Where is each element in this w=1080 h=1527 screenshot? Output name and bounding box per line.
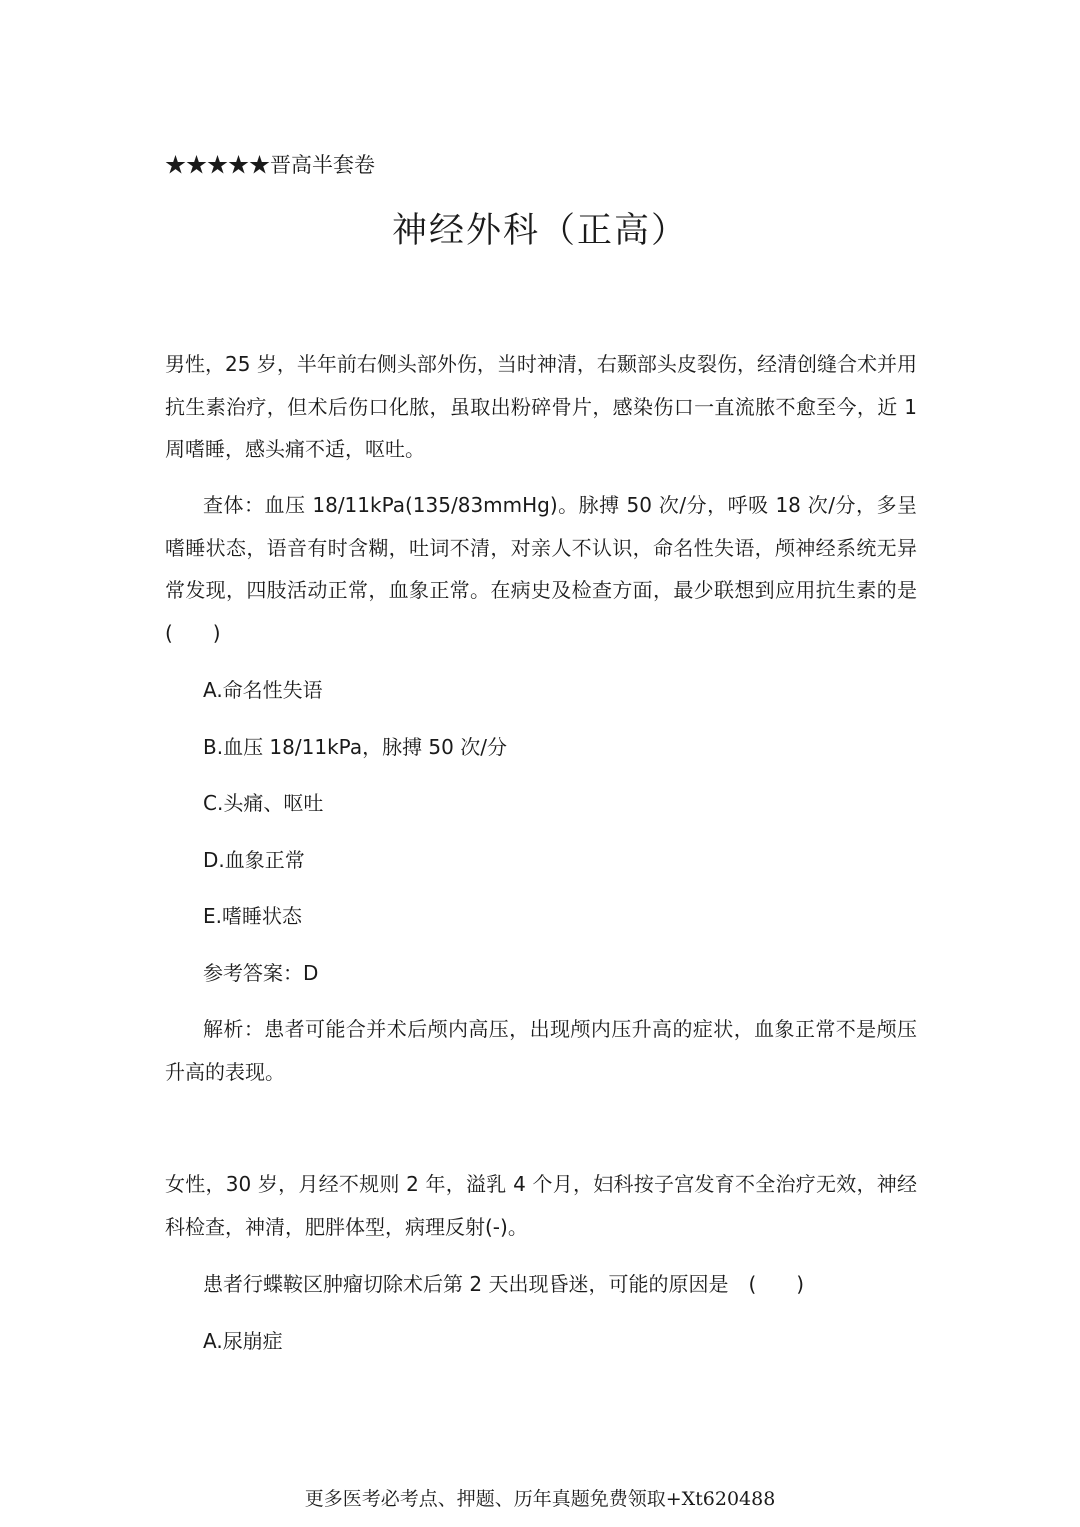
q2-stem-text: 患者行蝶鞍区肿瘤切除术后第 2 天出现昏迷，可能的原因是 ( ) (203, 1272, 805, 1296)
q2-case-text: 女性，30 岁，月经不规则 2 年，溢乳 4 个月，妇科按子宫发育不全治疗无效，神经科检查，神清，肥胖体型，病理反射(-)。 (165, 1172, 917, 1239)
q1-case-text: 男性，25 岁，半年前右侧头部外伤，当时神清，右颞部头皮裂伤，经清创缝合术并用抗生素治疗，但术后伤口化脓，虽取出粉碎骨片，感染伤口一直流脓不愈至今，近 1 周嗜睡，感头痛不适，呕吐。 (165, 352, 917, 461)
q1-option-b: B.血压 18/11kPa，脉搏 50 次/分 (203, 735, 507, 759)
exam-header: ★★★★★晋高半套卷 (165, 153, 375, 177)
q1-option-d: D.血象正常 (203, 848, 305, 872)
q1-option-e: E.嗜睡状态 (203, 904, 302, 928)
page-footer: 更多医考必考点、押题、历年真题免费领取+Xt620488 (304, 1488, 776, 1510)
q1-analysis: 解析：患者可能合并术后颅内高压，出现颅内压升高的症状，血象正常不是颅压升高的表现。 (165, 1017, 917, 1084)
page-title: 神经外科（正高） (391, 211, 688, 251)
q1-stem-text: 查体：血压 18/11kPa(135/83mmHg)。脉搏 50 次/分，呼吸 18 次/分，多呈嗜睡状态，语音有时含糊，吐词不清，对亲人不认识，命名性失语，颅神经系统无异常发现，四肢活动正常，血象正常。在病史及检查方面，最少联想到应用抗生素的是 ( ) (165, 493, 937, 645)
q2-option-a: A.尿崩症 (203, 1329, 283, 1353)
q1-answer: 参考答案：D (203, 961, 319, 985)
q1-option-a: A.命名性失语 (203, 678, 323, 702)
q1-option-c: C.头痛、呕吐 (203, 791, 324, 815)
